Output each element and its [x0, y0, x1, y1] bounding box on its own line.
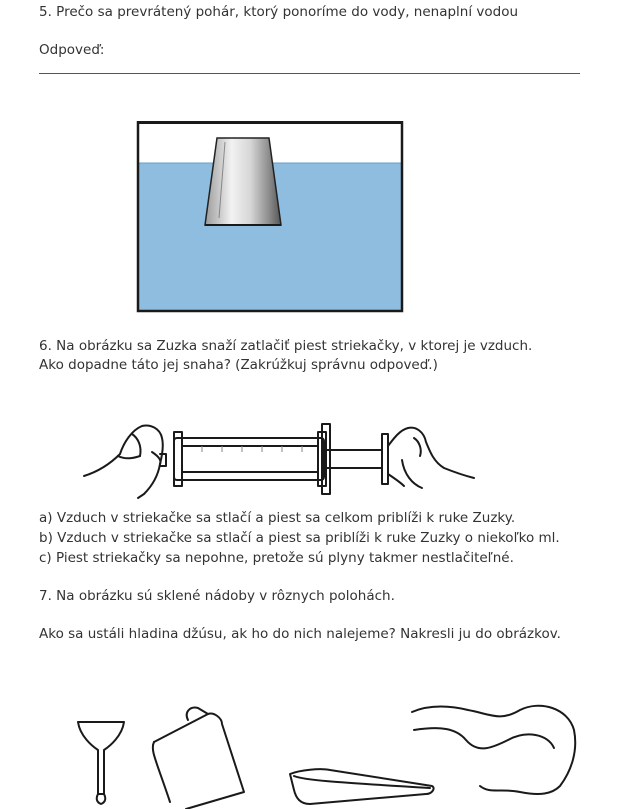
- question-5-text: 5. Prečo sa prevrátený pohár, ktorý ponoríme do vody, nenaplní vodou: [39, 4, 519, 20]
- answer-line[interactable]: [39, 73, 580, 74]
- option-b[interactable]: b) Vzduch v striekačke sa stlačí a piest sa priblíži k ruke Zuzky o niekoľko ml.: [39, 530, 560, 546]
- funnel: [78, 722, 124, 794]
- question-7-line-1: 7. Na obrázku sú sklené nádoby v rôznych polohách.: [39, 588, 395, 604]
- question-7-line-2: Ako sa ustáli hladina džúsu, ak ho do nich nalejeme? Nakresli ju do obrázkov.: [39, 626, 561, 642]
- question-6-line-2: Ako dopadne táto jej snaha? (Zakrúžkuj správnu odpoveď.): [39, 357, 438, 373]
- syringe-illustration-icon: [82, 416, 476, 500]
- aquarium-illustration-icon: [135, 118, 405, 315]
- vessels-illustration-icon: [0, 690, 634, 809]
- bent-tube: [412, 706, 575, 794]
- question-6-line-1: 6. Na obrázku sa Zuzka snaží zatlačiť piest striekačky, v ktorej je vzduch.: [39, 338, 533, 354]
- option-a[interactable]: a) Vzduch v striekačke sa stlačí a piest sa celkom priblíži k ruke Zuzky.: [39, 510, 516, 526]
- option-c[interactable]: c) Piest striekačky sa nepohne, pretože sú plyny takmer nestlačiteľné.: [39, 550, 514, 566]
- answer-label: Odpoveď:: [39, 42, 105, 58]
- inverted-glass: [205, 138, 281, 225]
